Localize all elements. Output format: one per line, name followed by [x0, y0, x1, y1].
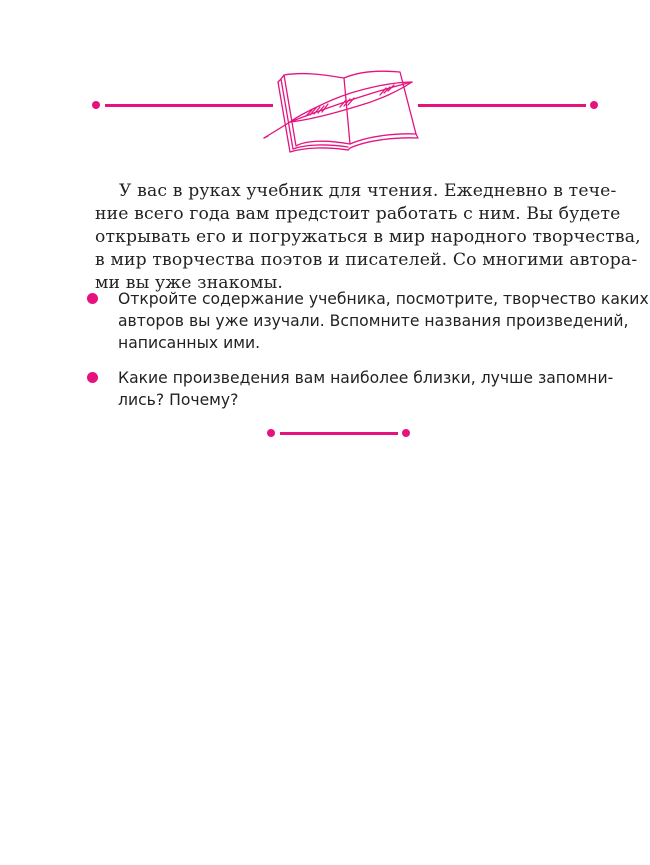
- intro-line: ние всего года вам предстоит работать с ним. Вы будете: [95, 204, 621, 224]
- footer-divider-line: [280, 432, 398, 435]
- pink-dot-bullet-icon: [87, 293, 98, 304]
- question-line: лись? Почему?: [118, 391, 239, 409]
- questions-list: [85, 288, 649, 424]
- footer-right-dot-icon: [402, 429, 410, 437]
- intro-line: открывать его и погружаться в мир народного творчества,: [95, 227, 641, 247]
- intro-line: ми вы уже знакомы.: [95, 273, 284, 293]
- footer-divider-ornament: [265, 426, 415, 440]
- left-dot-icon: [92, 101, 100, 109]
- intro-line: У вас в руках учебник для чтения. Ежедневно в тече-: [119, 181, 617, 201]
- left-divider-line: [105, 104, 273, 107]
- footer-left-dot-icon: [267, 429, 275, 437]
- question-line: Какие произведения вам наиболее близки, лучше запомни-: [118, 369, 614, 387]
- right-dot-icon: [590, 101, 598, 109]
- intro-line: в мир творчества поэтов и писателей. Со многими автора-: [95, 250, 638, 270]
- question-item: [85, 288, 649, 354]
- intro-paragraph: [95, 180, 641, 295]
- question-item: [85, 367, 614, 411]
- open-book-with-quill-icon: [262, 70, 422, 155]
- question-line: Откройте содержание учебника, посмотрите, творчество каких: [118, 290, 649, 308]
- question-line: авторов вы уже изучали. Вспомните названия произведений,: [118, 312, 629, 330]
- right-divider-line: [418, 104, 586, 107]
- pink-dot-bullet-icon: [87, 372, 98, 383]
- question-line: написанных ими.: [118, 334, 261, 352]
